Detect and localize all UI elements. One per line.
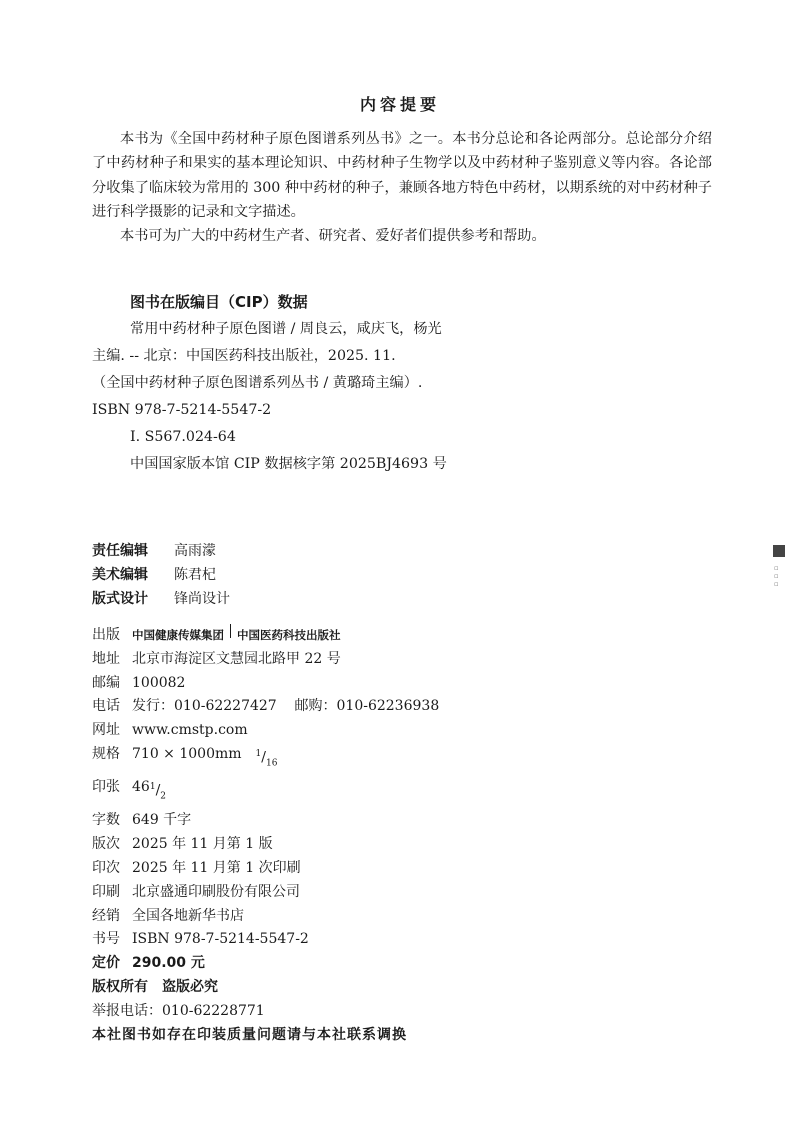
pub-value: 北京市海淀区文慧园北路甲 22 号 [132,650,341,667]
format-fraction: $^1/_{16}$ [255,748,278,769]
editors-list [92,539,230,611]
edge-mark-icon [773,545,785,557]
fraction-den: 16 [266,758,278,769]
sheets-fraction: $^1/_2$ [149,782,167,802]
fraction-num: 1 [149,782,156,793]
summary-paragraph: 本书可为广大的中药材生产者、研究者、爱好者们提供参考和帮助。 [120,228,546,245]
editor-name: 高雨濛 [174,543,216,559]
pub-label: 定价 [92,955,120,972]
pub-row-distributor [92,905,439,929]
pub-row-phone [92,695,439,719]
cip-line: 主编. -- 北京：中国医药科技出版社，2025. 11. [92,348,396,364]
pub-label: 规格 [92,745,120,762]
pub-label: 印次 [92,860,120,877]
pub-value: 2025 年 11 月第 1 版 [132,836,273,853]
pub-value: 649 千字 [132,812,192,829]
pub-label: 印张 [92,779,120,796]
pub-row-edition [92,833,439,857]
summary-title: 内容提要 [359,95,440,114]
pub-row-publisher [92,624,439,648]
summary-body [92,127,712,248]
fraction-num: 1 [255,748,262,759]
pub-label: 地址 [92,650,120,667]
pub-label: 出版 [92,627,120,643]
pub-value: ISBN 978-7-5214-5547-2 [132,931,309,948]
separator-bar [230,624,231,638]
pub-label: 书号 [92,931,120,948]
pub-row-wordcount [92,809,439,833]
report-line: 举报电话：010-62228771 [92,1002,265,1019]
pub-label: 网址 [92,722,120,739]
pub-value: 全国各地新华书店 [132,907,244,924]
editor-row [92,587,230,611]
pub-row-printing [92,857,439,881]
publisher-group: 中国健康传媒集团 [132,628,224,642]
pub-value: 710 × 1000mm [132,745,242,762]
cip-record [92,316,447,478]
notice-line: 本社图书如存在印装质量问题请与本社联系调换 [92,1026,407,1043]
pub-label: 字数 [92,812,120,829]
cip-line: ISBN 978-7-5214-5547-2 [92,402,272,418]
edge-mark-decoration: ▫ ▫ ▫ [774,564,779,588]
pub-value: 发行：010-62227427 邮购：010-62236938 [132,698,440,715]
pub-row-postcode [92,672,439,696]
cip-line: Ⅰ. S567.024-64 [130,429,236,445]
copyright-line: 版权所有 盗版必究 [92,979,218,996]
pub-value: 100082 [132,674,186,691]
editor-name: 陈君杞 [174,567,216,583]
publication-info [92,624,439,1047]
pub-value: 2025 年 11 月第 1 次印刷 [132,860,301,877]
cip-line: （全国中药材种子原色图谱系列丛书 / 黄璐琦主编）. [92,375,423,391]
editor-label: 版式设计 [92,591,148,607]
pub-label: 经销 [92,907,120,924]
pub-value: 46 [132,779,150,796]
pub-label: 电话 [92,698,120,715]
publisher-press: 中国医药科技出版社 [237,628,341,642]
cip-line: 常用中药材种子原色图谱 / 周良云，咸庆飞，杨光 [130,321,442,337]
pub-row-sheets [92,776,439,809]
pub-value: 290.00 元 [132,955,205,972]
editor-row [92,563,230,587]
pub-value: 北京盛通印刷股份有限公司 [132,883,300,900]
pub-row-isbn [92,928,439,952]
fraction-den: 2 [160,791,167,802]
pub-row-address [92,648,439,672]
cip-line: 中国国家版本馆 CIP 数据核字第 2025BJ4693 号 [130,456,447,472]
pub-value: www.cmstp.com [132,722,248,739]
pub-label: 印刷 [92,883,120,900]
editor-label: 责任编辑 [92,543,148,559]
pub-label: 邮编 [92,674,120,691]
summary-paragraph: 本书为《全国中药材种子原色图谱系列丛书》之一。本书分总论和各论两部分。总论部分介绍了中药材种子和果实的基本理论知识、中药材种子生物学以及中药材种子鉴别意义等内容。各论部分收集了临床较为常用的 300 种中药材的种子，兼顾各地方特色中药材，以期系统的对中药材种子进行科学摄影的记录和文字描述。 [92,131,712,220]
editor-label: 美术编辑 [92,567,148,583]
editor-name: 锋尚设计 [174,591,230,607]
cip-heading: 图书在版编目（CIP）数据 [130,293,308,311]
pub-row-website [92,719,439,743]
pub-row-printer [92,881,439,905]
pub-row-format [92,743,439,776]
editor-row [92,539,230,563]
pub-row-price [92,952,439,976]
pub-label: 版次 [92,836,120,853]
